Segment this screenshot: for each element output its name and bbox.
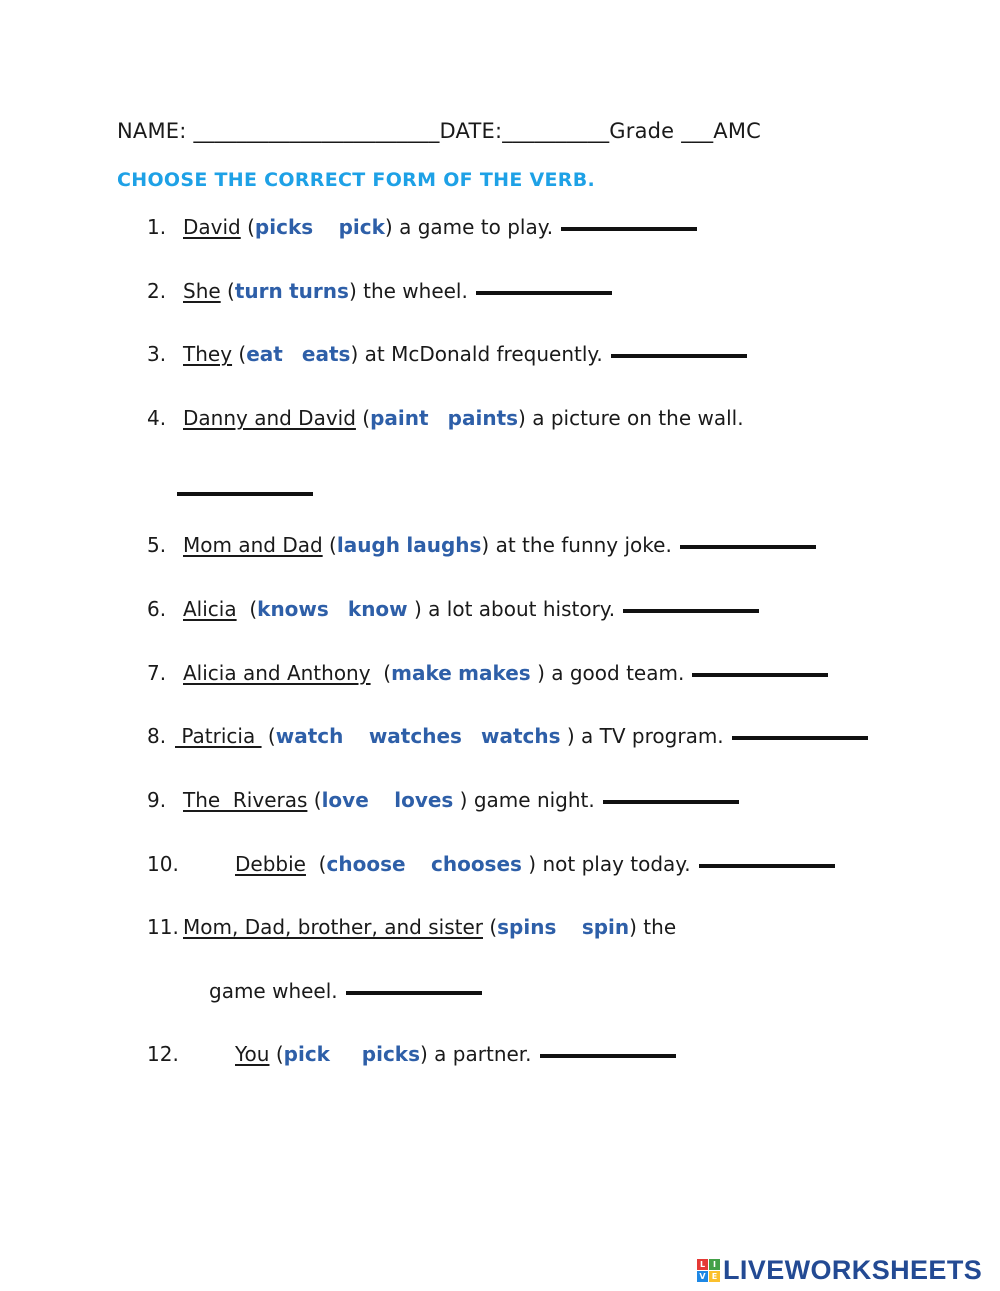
exercise-item-3 [147,342,747,366]
item-rest: at McDonald frequently. [358,342,603,366]
open-paren: ( [355,406,371,430]
close-paren: ) [453,788,468,812]
verb-option: eat [246,342,283,366]
close-paren: ) [420,1042,428,1066]
verb-option: pick [338,215,385,239]
close-paren: ) [384,215,393,239]
answer-blank[interactable] [561,227,697,231]
item-number: 7. [147,661,167,685]
verb-option: watch [275,724,344,748]
verb-option: laugh [336,533,400,557]
item-subject: Debbie [235,852,306,876]
verb-option: chooses [430,852,522,876]
open-paren: ( [269,1042,284,1066]
exercise-item-12 [147,1042,676,1066]
answer-blank[interactable] [540,1054,676,1058]
exercise-item-1 [147,215,697,239]
exercise-item-7 [147,661,828,685]
option-gap [429,406,448,430]
class-code: AMC [713,119,762,143]
exercise-item-9 [147,788,739,812]
item-subject: Alicia and Anthony [183,661,371,685]
item-number: 3. [147,342,167,366]
close-paren: ) [629,915,637,939]
item-rest: a picture on the wall. [525,406,744,430]
option-gap [556,915,581,939]
open-paren: ( [236,597,258,621]
item-subject: Mom, Dad, brother, and sister [183,915,483,939]
student-info-header [117,119,897,143]
item-subject: You [235,1042,270,1066]
exercise-item-4 [147,406,744,430]
answer-blank[interactable] [177,492,313,496]
close-paren: ) [407,597,422,621]
item-number: 6. [147,597,167,621]
item-number: 12. [147,1042,179,1066]
close-paren: ) [350,342,359,366]
logo-text: LIVEWORKSHEETS [723,1255,983,1285]
item-subject: Danny and David [183,406,356,430]
option-gap [406,852,431,876]
verb-option: know [347,597,408,621]
item-number: 2. [147,279,167,303]
open-paren: ( [261,724,276,748]
verb-option: watches [368,724,462,748]
answer-blank[interactable] [732,736,868,740]
verb-option: knows [257,597,329,621]
verb-option: laughs [406,533,482,557]
answer-blank[interactable] [680,545,816,549]
grade-blank[interactable]: ___ [681,119,714,143]
logo-tile: V [697,1271,708,1282]
option-gap [283,342,302,366]
item-rest: the wheel. [356,279,468,303]
open-paren: ( [322,533,337,557]
item-subject: David [183,215,241,239]
close-paren: ) [530,661,545,685]
close-paren: ) [481,533,490,557]
open-paren: ( [370,661,392,685]
item-number: 8. [147,724,167,748]
verb-option: turn [234,279,283,303]
verb-option: eats [301,342,351,366]
exercise-item-8 [147,724,868,748]
answer-blank[interactable] [699,864,835,868]
verb-option: picks [254,215,314,239]
open-paren: ( [307,788,322,812]
verb-option: picks [361,1042,421,1066]
answer-blank[interactable] [603,800,739,804]
item-subject: Mom and Dad [183,533,323,557]
item-subject: Patricia [175,724,262,748]
verb-option: watchs [481,724,561,748]
answer-blank[interactable] [623,609,759,613]
logo-tile: L [697,1259,708,1270]
item-number: 5. [147,533,167,557]
item-number: 4. [147,406,167,430]
option-gap [330,1042,362,1066]
liveworksheets-logo [697,1255,982,1286]
item-rest: a lot about history. [421,597,616,621]
item-number: 10. [147,852,179,876]
item-number: 11. [147,915,179,939]
item-rest: a TV program. [574,724,724,748]
option-gap [329,597,348,621]
verb-option: choose [326,852,406,876]
close-paren: ) [518,406,526,430]
item-number: 1. [147,215,167,239]
instruction-text: CHOOSE THE CORRECT FORM OF THE VERB. [117,169,596,191]
date-label: DATE: [439,119,503,143]
option-gap [369,788,394,812]
verb-option: pick [283,1042,330,1066]
item-rest: at the funny joke. [489,533,672,557]
answer-blank[interactable] [611,354,747,358]
verb-option: loves [394,788,454,812]
item-subject: The Riveras [183,788,308,812]
logo-tile: E [709,1271,720,1282]
item-rest: game night. [467,788,595,812]
logo-tile: I [709,1259,720,1270]
answer-blank[interactable] [692,673,828,677]
verb-option: love [321,788,369,812]
open-paren: ( [305,852,327,876]
close-paren: ) [348,279,357,303]
open-paren: ( [220,279,235,303]
item-rest: a good team. [544,661,685,685]
item-subject: They [183,342,233,366]
item-subject: Alicia [183,597,237,621]
verb-option: turns [289,279,349,303]
continuation-text: game wheel. [209,979,338,1003]
item-subject: She [183,279,221,303]
logo-tiles-icon [697,1259,720,1282]
verb-option: paint [370,406,429,430]
item-rest: a partner. [427,1042,532,1066]
exercise-item-5 [147,533,816,557]
name-label: NAME: [117,119,187,143]
open-paren: ( [232,342,247,366]
option-gap [313,215,338,239]
verb-option: spin [581,915,630,939]
item-rest: a game to play. [392,215,554,239]
item-number: 9. [147,788,167,812]
exercise-item-6 [147,597,759,621]
answer-blank[interactable] [476,291,612,295]
exercise-item-10 [147,852,835,876]
exercise-item-11-continuation [209,979,482,1003]
verb-option: paints [447,406,519,430]
verb-option: makes [458,661,531,685]
item-rest: the [636,915,677,939]
close-paren: ) [521,852,537,876]
option-gap [343,724,368,748]
option-gap [462,724,481,748]
verb-option: make [391,661,452,685]
open-paren: ( [240,215,255,239]
open-paren: ( [482,915,498,939]
answer-blank[interactable] [346,991,482,995]
name-blank[interactable]: _______________________ [193,119,440,143]
exercise-item-11 [147,915,676,939]
exercise-item-2 [147,279,612,303]
date-blank[interactable]: __________ [502,119,610,143]
grade-label: Grade [609,119,675,143]
verb-option: spins [497,915,557,939]
close-paren: ) [560,724,575,748]
item-rest: not play today. [536,852,691,876]
